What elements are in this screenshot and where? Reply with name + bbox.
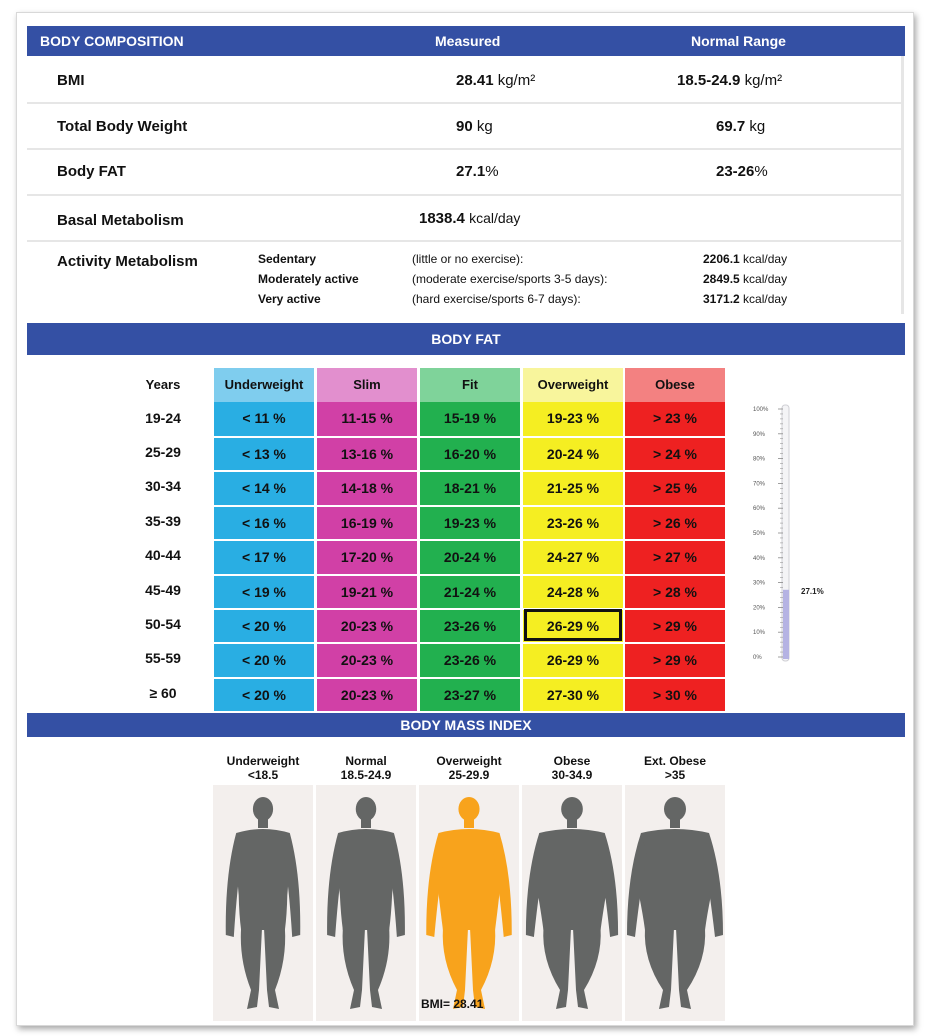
bmi-marker-label: BMI= 28.41 (421, 997, 484, 1011)
body-fat-cell: > 23 % (625, 402, 725, 434)
body-fat-cell: 18-21 % (420, 470, 520, 504)
body-fat-cell: > 27 % (625, 539, 725, 573)
body-fat-cell: > 29 % (625, 642, 725, 676)
gauge-svg (733, 397, 853, 667)
body-fat-row (27, 150, 904, 196)
body-fat-cell: > 29 % (625, 608, 725, 642)
bmi-normal: 18.5-24.9 kg/m² (677, 72, 783, 89)
years-column-header: Years (145, 377, 181, 392)
bmi-category-name: Ext. Obese (643, 754, 707, 768)
body-fat-cell: 19-21 % (317, 574, 417, 608)
body-composition-title: BODY COMPOSITION (40, 33, 184, 49)
body-silhouette-icon (213, 785, 313, 1021)
body-fat-cell: > 26 % (625, 505, 725, 539)
body-fat-cell: < 20 % (214, 677, 314, 711)
basal-metabolism-label: Basal Metabolism (57, 212, 184, 229)
body-fat-cell: < 11 % (214, 402, 314, 434)
activity-level-name: Moderately active (258, 272, 359, 286)
basal-metabolism-value: 1838.4 kcal/day (419, 210, 521, 227)
body-fat-cell: 24-27 % (523, 539, 623, 573)
activity-metabolism-label: Activity Metabolism (57, 253, 198, 270)
activity-level-name: Sedentary (258, 252, 317, 266)
bmi-row (27, 56, 904, 104)
body-fat-cell: 13-16 % (317, 436, 417, 470)
bmi-category-range: 25-29.9 (448, 768, 490, 782)
body-fat-cell: 23-26 % (420, 608, 520, 642)
age-range-label: 55-59 (145, 650, 181, 666)
bmi-category-header (314, 754, 418, 782)
body-fat-cell: > 24 % (625, 436, 725, 470)
body-fat-cell: < 16 % (214, 505, 314, 539)
body-fat-cell: 20-24 % (420, 539, 520, 573)
body-fat-cell: < 19 % (214, 574, 314, 608)
gauge-tick-label: 10% (753, 630, 766, 637)
body-fat-cell: 23-26 % (523, 505, 623, 539)
age-range-label: 50-54 (145, 616, 181, 632)
category-header-overweight: Overweight (523, 368, 623, 402)
activity-level-desc: (hard exercise/sports 6-7 days): (412, 292, 581, 306)
activity-level-desc: (moderate exercise/sports 3-5 days): (412, 272, 608, 286)
body-fat-cell: 11-15 % (317, 402, 417, 434)
category-header-fit: Fit (420, 368, 520, 402)
bmi-category-header (623, 754, 727, 782)
measured-column-header: Measured (435, 33, 501, 49)
body-fat-normal: 23-26% (716, 163, 768, 180)
activity-level-desc: (little or no exercise): (412, 252, 524, 266)
bmi-figure-panel (419, 785, 519, 1021)
body-fat-cell: 15-19 % (420, 402, 520, 434)
gauge-tick-label: 60% (753, 506, 766, 513)
body-fat-cell: 19-23 % (523, 402, 623, 434)
bmi-figure-panel (625, 785, 725, 1021)
activity-level-value: 2206.1 kcal/day (703, 252, 788, 266)
gauge-tick-label: 70% (753, 481, 766, 488)
body-fat-cell: 16-19 % (317, 505, 417, 539)
bmi-category-name: Underweight (226, 754, 300, 768)
bmi-category-range: 18.5-24.9 (340, 768, 392, 782)
age-range-label: 40-44 (145, 547, 181, 563)
category-header-underweight: Underweight (214, 368, 314, 402)
age-range-label: 30-34 (145, 478, 181, 494)
body-fat-cell: < 14 % (214, 470, 314, 504)
body-fat-cell: > 25 % (625, 470, 725, 504)
bmi-section-header: BODY MASS INDEX (27, 713, 905, 737)
body-fat-cell: 26-29 % (523, 608, 623, 642)
bmi-measured: 28.41 kg/m² (456, 72, 536, 89)
body-fat-cell: 19-23 % (420, 505, 520, 539)
age-range-label: 45-49 (145, 582, 181, 598)
gauge-tick-label: 100% (753, 407, 769, 413)
body-fat-cell: 16-20 % (420, 436, 520, 470)
body-fat-cell: 21-24 % (420, 574, 520, 608)
age-range-label: 19-24 (145, 410, 181, 426)
body-fat-cell: < 13 % (214, 436, 314, 470)
basal-metabolism-row (27, 196, 904, 242)
body-fat-cell: 20-23 % (317, 642, 417, 676)
body-fat-measured: 27.1% (456, 163, 499, 180)
bmi-category-range: 30-34.9 (551, 768, 593, 782)
bmi-category-range: <18.5 (247, 768, 279, 782)
bmi-category-header (211, 754, 315, 782)
bmi-figure-panel (522, 785, 622, 1021)
body-fat-cell: > 28 % (625, 574, 725, 608)
body-fat-cell: < 20 % (214, 642, 314, 676)
body-silhouette-icon (625, 785, 725, 1021)
body-fat-gauge (733, 397, 853, 667)
bmi-label: BMI (57, 72, 85, 89)
gauge-tick-label: 90% (753, 431, 766, 438)
body-fat-label: Body FAT (57, 163, 126, 180)
body-fat-cell: 21-25 % (523, 470, 623, 504)
activity-level-name: Very active (258, 292, 321, 306)
weight-label: Total Body Weight (57, 118, 188, 135)
body-fat-cell: 24-28 % (523, 574, 623, 608)
bmi-figure-panel (316, 785, 416, 1021)
body-silhouette-icon (419, 785, 519, 1021)
bmi-figure-panel (213, 785, 313, 1021)
body-fat-cell: < 20 % (214, 608, 314, 642)
gauge-fill (783, 590, 789, 659)
weight-normal: 69.7 kg (716, 118, 766, 135)
weight-row (27, 104, 904, 150)
bmi-category-name: Overweight (436, 754, 502, 768)
gauge-tick-label: 80% (753, 456, 766, 463)
category-header-obese: Obese (625, 368, 725, 402)
body-fat-cell: 27-30 % (523, 677, 623, 711)
age-range-label: 25-29 (145, 444, 181, 460)
body-silhouette-icon (316, 785, 416, 1021)
bmi-category-header (417, 754, 521, 782)
gauge-tick-label: 20% (753, 605, 766, 612)
gauge-tick-label: 40% (753, 555, 766, 562)
body-fat-cell: 14-18 % (317, 470, 417, 504)
weight-measured: 90 kg (456, 118, 493, 135)
body-fat-cell: 23-27 % (420, 677, 520, 711)
body-fat-cell: 20-23 % (317, 677, 417, 711)
gauge-tick-label: 0% (753, 655, 762, 661)
category-header-slim: Slim (317, 368, 417, 402)
body-fat-cell: < 17 % (214, 539, 314, 573)
body-fat-section-header: BODY FAT (27, 323, 905, 355)
report-page (16, 12, 914, 1026)
body-fat-cell: 23-26 % (420, 642, 520, 676)
bmi-category-header (520, 754, 624, 782)
body-fat-cell: 20-24 % (523, 436, 623, 470)
activity-level-value: 2849.5 kcal/day (703, 272, 788, 286)
bmi-category-range: >35 (664, 768, 686, 782)
body-fat-cell: 17-20 % (317, 539, 417, 573)
body-fat-cell: 26-29 % (523, 642, 623, 676)
activity-metabolism-row (27, 242, 904, 314)
body-fat-cell: 20-23 % (317, 608, 417, 642)
gauge-tick-label: 50% (753, 531, 766, 537)
gauge-value-label: 27.1% (801, 586, 824, 596)
body-composition-header (27, 26, 905, 56)
age-range-label: ≥ 60 (149, 685, 177, 701)
gauge-tick-label: 30% (753, 580, 766, 587)
bmi-category-name: Obese (553, 754, 591, 768)
bmi-category-name: Normal (345, 754, 387, 768)
normal-range-column-header: Normal Range (691, 33, 786, 49)
activity-level-value: 3171.2 kcal/day (703, 292, 788, 306)
age-range-label: 35-39 (145, 513, 181, 529)
body-silhouette-icon (522, 785, 622, 1021)
body-fat-cell: > 30 % (625, 677, 725, 711)
